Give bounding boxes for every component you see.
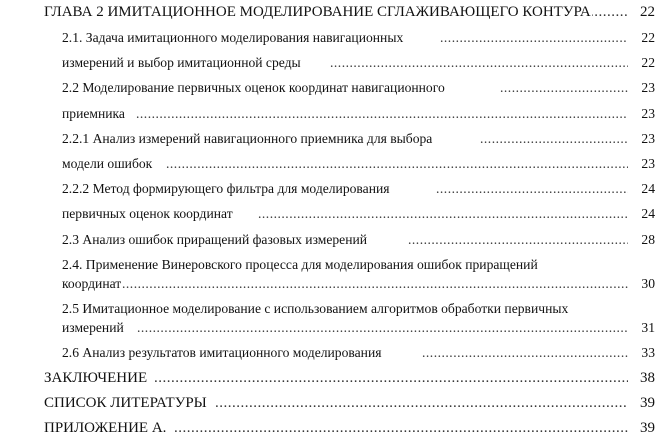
toc-page-number: 23 [639, 103, 655, 125]
toc-leader-dots [440, 27, 628, 49]
toc-entry-2-1-continued [0, 52, 666, 74]
toc-entry-title: 2.4. Применение Винеровского процесса для моделирования ошибок приращений [62, 254, 539, 276]
toc-entry-title: ЗАКЛЮЧЕНИЕ [44, 367, 148, 389]
toc-entry-2-2 [0, 77, 666, 99]
toc-leader-dots [500, 77, 628, 99]
toc-entry-2-4-continued [0, 273, 666, 295]
toc-entry-2-2-2 [0, 178, 666, 200]
toc-entry-title: модели ошибок [62, 153, 153, 175]
toc-page-number: 22 [639, 27, 655, 49]
toc-page-number: 22 [638, 1, 655, 23]
toc-leader-dots [330, 52, 628, 74]
toc-page-number: 33 [639, 342, 655, 364]
toc-page-number: 28 [639, 229, 655, 251]
toc-entry-2-6 [0, 342, 666, 364]
toc-page-number: 23 [639, 153, 655, 175]
toc-leader-dots [215, 392, 628, 414]
toc-entry-conclusion [0, 367, 666, 389]
toc-entry-title: 2.2.2 Метод формирующего фильтра для моделирования [62, 178, 391, 200]
toc-leader-dots [122, 273, 628, 295]
toc-entry-2-2-2-continued [0, 203, 666, 225]
toc-page-number: 30 [639, 273, 655, 295]
toc-entry-title: 2.1. Задача имитационного моделирования навигационных [62, 27, 404, 49]
toc-entry-title: измерений [62, 317, 125, 339]
toc-entry-2-2-continued [0, 103, 666, 125]
toc-entry-title: первичных оценок координат [62, 203, 234, 225]
toc-entry-2-1 [0, 27, 666, 49]
toc-entry-appendix-a [0, 417, 666, 439]
toc-leader-dots [258, 203, 628, 225]
toc-leader-dots [590, 1, 628, 23]
toc-entry-title: 2.6 Анализ результатов имитационного моделирования [62, 342, 382, 364]
toc-page-number: 39 [638, 417, 655, 439]
toc-entry-title: СПИСОК ЛИТЕРАТУРЫ [44, 392, 208, 414]
toc-entry-title: измерений и выбор имитационной среды [62, 52, 302, 74]
toc-entry-title: приемника [62, 103, 126, 125]
toc-page-number: 24 [639, 178, 655, 200]
toc-entry-2-5-continued [0, 317, 666, 339]
toc-leader-dots [137, 317, 628, 339]
toc-page-number: 31 [639, 317, 655, 339]
toc-leader-dots [436, 178, 628, 200]
toc-leader-dots [166, 153, 628, 175]
toc-page-number: 24 [639, 203, 655, 225]
toc-leader-dots [408, 229, 628, 251]
toc-entry-2-2-1-continued [0, 153, 666, 175]
toc-entry-title: 2.2.1 Анализ измерений навигационного приемника для выбора [62, 128, 433, 150]
toc-entry-title: ГЛАВА 2 ИМИТАЦИОННОЕ МОДЕЛИРОВАНИЕ СГЛАЖИВАЮЩЕГО КОНТУРА [44, 1, 592, 23]
toc-page-number: 23 [639, 128, 655, 150]
toc-leader-dots [154, 367, 628, 389]
toc-entry-title: ПРИЛОЖЕНИЕ А. [44, 417, 167, 439]
toc-entry-references [0, 392, 666, 414]
toc-entry-title: координат [62, 273, 122, 295]
toc-entry-title: 2.2 Моделирование первичных оценок координат навигационного [62, 77, 446, 99]
toc-entry-2-2-1 [0, 128, 666, 150]
toc-page-number: 22 [639, 52, 655, 74]
toc-entry-title: 2.5 Имитационное моделирование с использованием алгоритмов обработки первичных [62, 298, 569, 320]
toc-entry-title: 2.3 Анализ ошибок приращений фазовых измерений [62, 229, 368, 251]
toc-leader-dots [422, 342, 628, 364]
toc-page-number: 38 [638, 367, 655, 389]
toc-entry-2-3 [0, 229, 666, 251]
toc-entry-chapter-2 [0, 1, 666, 23]
toc-leader-dots [136, 103, 628, 125]
toc-leader-dots [174, 417, 628, 439]
toc-leader-dots [480, 128, 628, 150]
toc-page-number: 39 [638, 392, 655, 414]
toc-page-number: 23 [639, 77, 655, 99]
